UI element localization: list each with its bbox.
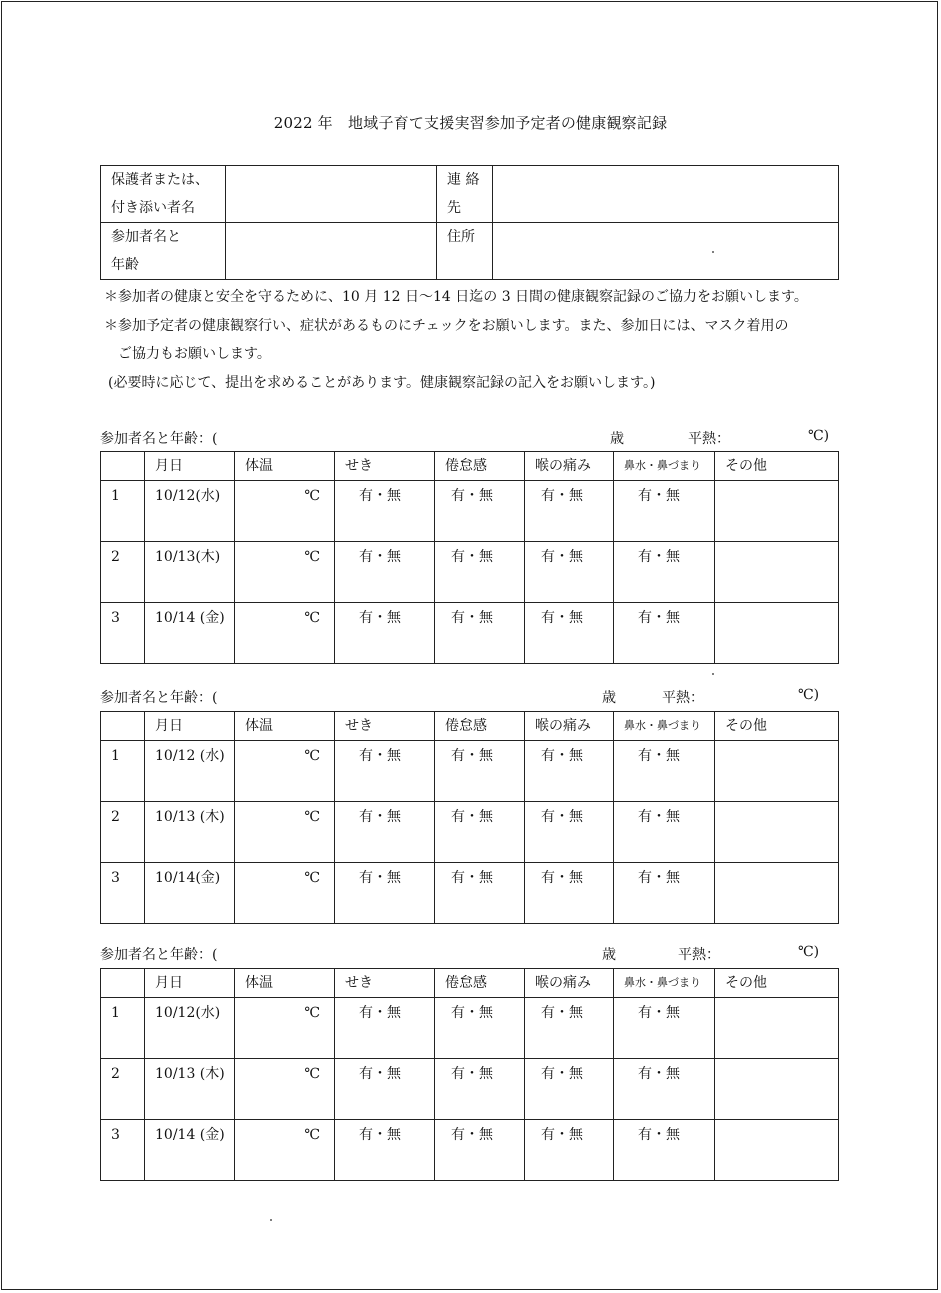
column-header	[614, 712, 715, 741]
guardian-label-line2: 付き添い者名	[111, 200, 195, 216]
yes-no-label: 有・無	[541, 610, 583, 626]
column-header	[235, 452, 335, 481]
column-header	[614, 452, 715, 481]
yes-no-label: 有・無	[359, 809, 401, 825]
column-header-label: 月日	[155, 458, 183, 474]
yes-no-choice[interactable]	[335, 998, 435, 1059]
health-record-table	[100, 968, 839, 1181]
yes-no-label: 有・無	[638, 870, 680, 886]
yes-no-label: 有・無	[541, 809, 583, 825]
column-header	[145, 712, 235, 741]
other-notes-field[interactable]	[715, 1059, 839, 1120]
participant-label-line1: 参加者名と	[111, 229, 181, 245]
column-header-label: 月日	[155, 718, 183, 734]
normal-temp-unit: ℃)	[808, 428, 830, 444]
normal-temp-unit: ℃)	[798, 687, 820, 703]
column-header	[715, 712, 839, 741]
column-header-label: 体温	[245, 718, 273, 734]
table-header-row	[101, 452, 839, 481]
yes-no-choice[interactable]	[435, 1059, 525, 1120]
column-header-label: せき	[345, 458, 373, 474]
table-header-row	[101, 969, 839, 998]
row-date: 10/13 (木)	[145, 802, 235, 863]
column-header	[145, 452, 235, 481]
yes-no-choice[interactable]	[435, 802, 525, 863]
temperature-field[interactable]: ℃	[235, 998, 335, 1059]
column-header	[715, 969, 839, 998]
row-number: 2	[101, 802, 145, 863]
other-notes-field[interactable]	[715, 802, 839, 863]
yes-no-choice[interactable]	[435, 542, 525, 603]
yes-no-choice[interactable]	[614, 863, 715, 924]
table-row	[101, 542, 839, 603]
contact-field[interactable]	[493, 166, 839, 223]
table-row	[101, 802, 839, 863]
table-row	[101, 1059, 839, 1120]
column-header	[335, 969, 435, 998]
yes-no-label: 有・無	[541, 1127, 583, 1143]
note-1: ＊参加者の健康と安全を守るために、10 月 12 日〜14 日迄の 3 日間の健康観察記録のご協力をお願いします。	[104, 289, 808, 305]
participant-name-age-label: 参加者名と年齢：(	[100, 690, 218, 706]
yes-no-choice[interactable]	[335, 481, 435, 542]
guardian-name-field[interactable]	[226, 166, 437, 223]
row-number: 2	[101, 542, 145, 603]
temperature-field[interactable]: ℃	[235, 741, 335, 802]
table-row	[101, 741, 839, 802]
yes-no-label: 有・無	[359, 610, 401, 626]
guardian-info-table	[100, 165, 839, 280]
column-header-label: 倦怠感	[445, 718, 487, 734]
column-header	[335, 712, 435, 741]
yes-no-label: 有・無	[359, 870, 401, 886]
other-notes-field[interactable]	[715, 998, 839, 1059]
yes-no-choice[interactable]	[335, 1120, 435, 1181]
yes-no-choice[interactable]	[614, 741, 715, 802]
row-date: 10/14 (金)	[145, 603, 235, 664]
participant-label	[101, 223, 226, 280]
column-header-label: せき	[345, 718, 373, 734]
row-number: 2	[101, 1059, 145, 1120]
yes-no-label: 有・無	[359, 488, 401, 504]
normal-temp-label: 平熱：	[688, 431, 730, 447]
participant-field[interactable]	[226, 223, 437, 280]
yes-no-label: 有・無	[541, 1005, 583, 1021]
age-unit: 歳	[602, 690, 616, 706]
column-header-label: 鼻水・鼻づまり	[624, 976, 701, 989]
yes-no-choice[interactable]	[435, 603, 525, 664]
column-header-label: 喉の痛み	[535, 975, 591, 991]
row-date: 10/12(水)	[145, 998, 235, 1059]
contact-label	[437, 166, 493, 223]
participant-name-age-label: 参加者名と年齢：(	[100, 431, 218, 447]
temperature-field[interactable]: ℃	[235, 863, 335, 924]
section-header	[100, 428, 840, 448]
yes-no-choice[interactable]	[614, 603, 715, 664]
column-header-label: 体温	[245, 458, 273, 474]
column-header	[335, 452, 435, 481]
yes-no-choice[interactable]	[335, 542, 435, 603]
column-header-label: 喉の痛み	[535, 458, 591, 474]
column-header-label: その他	[725, 718, 767, 734]
yes-no-choice[interactable]	[335, 603, 435, 664]
yes-no-choice[interactable]	[525, 1120, 614, 1181]
column-header-label: 倦怠感	[445, 458, 487, 474]
temperature-field[interactable]: ℃	[235, 481, 335, 542]
yes-no-choice[interactable]	[525, 1059, 614, 1120]
yes-no-choice[interactable]	[525, 998, 614, 1059]
yes-no-choice[interactable]	[525, 741, 614, 802]
column-header-label: 月日	[155, 975, 183, 991]
yes-no-label: 有・無	[451, 1066, 493, 1082]
column-header-label: 体温	[245, 975, 273, 991]
yes-no-choice[interactable]	[525, 603, 614, 664]
table-row	[101, 998, 839, 1059]
section-header	[100, 944, 840, 964]
health-record-table	[100, 451, 839, 664]
column-header-label: 倦怠感	[445, 975, 487, 991]
yes-no-label: 有・無	[451, 488, 493, 504]
yes-no-choice[interactable]	[614, 542, 715, 603]
yes-no-label: 有・無	[359, 1127, 401, 1143]
yes-no-choice[interactable]	[335, 1059, 435, 1120]
other-notes-field[interactable]	[715, 741, 839, 802]
column-header	[145, 969, 235, 998]
other-notes-field[interactable]	[715, 481, 839, 542]
yes-no-choice[interactable]	[525, 802, 614, 863]
yes-no-choice[interactable]	[614, 1059, 715, 1120]
normal-temp-label: 平熱：	[678, 947, 720, 963]
scan-speck	[712, 673, 714, 675]
address-field[interactable]	[493, 223, 839, 280]
normal-temp-unit: ℃)	[798, 944, 820, 960]
yes-no-choice[interactable]	[435, 741, 525, 802]
row-date: 10/12 (水)	[145, 741, 235, 802]
table-row	[101, 481, 839, 542]
yes-no-label: 有・無	[541, 488, 583, 504]
column-header	[101, 712, 145, 741]
yes-no-label: 有・無	[541, 1066, 583, 1082]
normal-temp-label: 平熱：	[662, 690, 704, 706]
yes-no-choice[interactable]	[435, 1120, 525, 1181]
page-title: 2022 年 地域子育て支援実習参加予定者の健康観察記録	[273, 114, 668, 132]
table-row	[101, 603, 839, 664]
participant-name-age-label: 参加者名と年齢：(	[100, 947, 218, 963]
yes-no-label: 有・無	[638, 748, 680, 764]
yes-no-choice[interactable]	[435, 481, 525, 542]
row-number: 1	[101, 998, 145, 1059]
yes-no-choice[interactable]	[435, 863, 525, 924]
note-4: (必要時に応じて、提出を求めることがあります。健康観察記録の記入をお願いします。)	[108, 375, 656, 391]
guardian-label	[101, 166, 226, 223]
table-row	[101, 1120, 839, 1181]
row-date: 10/12(水)	[145, 481, 235, 542]
temperature-field[interactable]: ℃	[235, 603, 335, 664]
column-header	[525, 452, 614, 481]
contact-label-line1: 連 絡	[447, 172, 480, 188]
other-notes-field[interactable]	[715, 863, 839, 924]
column-header	[614, 969, 715, 998]
yes-no-label: 有・無	[359, 748, 401, 764]
yes-no-label: 有・無	[638, 809, 680, 825]
yes-no-label: 有・無	[451, 610, 493, 626]
row-number: 3	[101, 603, 145, 664]
yes-no-label: 有・無	[638, 610, 680, 626]
yes-no-label: 有・無	[638, 1127, 680, 1143]
yes-no-choice[interactable]	[335, 741, 435, 802]
column-header	[235, 712, 335, 741]
column-header	[235, 969, 335, 998]
yes-no-label: 有・無	[638, 1005, 680, 1021]
column-header	[435, 712, 525, 741]
temperature-field[interactable]: ℃	[235, 802, 335, 863]
column-header	[525, 969, 614, 998]
column-header	[715, 452, 839, 481]
column-header-label: 喉の痛み	[535, 718, 591, 734]
column-header	[525, 712, 614, 741]
temperature-field[interactable]: ℃	[235, 1059, 335, 1120]
address-label: 住所	[437, 223, 493, 280]
note-3: ご協力もお願いします。	[118, 346, 271, 362]
row-number: 3	[101, 1120, 145, 1181]
yes-no-label: 有・無	[451, 549, 493, 565]
row-date: 10/14 (金)	[145, 1120, 235, 1181]
column-header	[101, 452, 145, 481]
table-header-row	[101, 712, 839, 741]
age-unit: 歳	[610, 431, 624, 447]
yes-no-label: 有・無	[541, 549, 583, 565]
yes-no-label: 有・無	[451, 1005, 493, 1021]
column-header	[101, 969, 145, 998]
yes-no-label: 有・無	[451, 809, 493, 825]
yes-no-label: 有・無	[541, 748, 583, 764]
row-date: 10/14(金)	[145, 863, 235, 924]
yes-no-label: 有・無	[359, 1066, 401, 1082]
yes-no-label: 有・無	[451, 870, 493, 886]
column-header-label: その他	[725, 458, 767, 474]
yes-no-label: 有・無	[359, 549, 401, 565]
row-number: 3	[101, 863, 145, 924]
column-header-label: 鼻水・鼻づまり	[624, 719, 701, 732]
yes-no-choice[interactable]	[614, 1120, 715, 1181]
section-header	[100, 687, 840, 707]
yes-no-label: 有・無	[359, 1005, 401, 1021]
column-header	[435, 452, 525, 481]
yes-no-label: 有・無	[541, 870, 583, 886]
scan-speck	[270, 1219, 272, 1221]
guardian-label-line1: 保護者または、	[111, 172, 209, 188]
yes-no-choice[interactable]	[335, 802, 435, 863]
row-number: 1	[101, 481, 145, 542]
yes-no-label: 有・無	[638, 549, 680, 565]
yes-no-choice[interactable]	[614, 998, 715, 1059]
yes-no-label: 有・無	[451, 748, 493, 764]
row-date: 10/13 (木)	[145, 1059, 235, 1120]
contact-label-line2: 先	[447, 200, 461, 216]
temperature-field[interactable]: ℃	[235, 1120, 335, 1181]
yes-no-choice[interactable]	[614, 802, 715, 863]
yes-no-choice[interactable]	[525, 481, 614, 542]
row-number: 1	[101, 741, 145, 802]
column-header	[435, 969, 525, 998]
participant-label-line2: 年齢	[111, 257, 139, 273]
yes-no-label: 有・無	[638, 488, 680, 504]
yes-no-label: 有・無	[451, 1127, 493, 1143]
column-header-label: せき	[345, 975, 373, 991]
other-notes-field[interactable]	[715, 603, 839, 664]
age-unit: 歳	[602, 947, 616, 963]
column-header-label: 鼻水・鼻づまり	[624, 459, 701, 472]
scan-speck	[712, 251, 714, 253]
yes-no-label: 有・無	[638, 1066, 680, 1082]
yes-no-choice[interactable]	[525, 542, 614, 603]
note-2: ＊参加予定者の健康観察行い、症状があるものにチェックをお願いします。また、参加日には、マスク着用の	[104, 318, 789, 334]
other-notes-field[interactable]	[715, 1120, 839, 1181]
yes-no-choice[interactable]	[525, 863, 614, 924]
yes-no-choice[interactable]	[435, 998, 525, 1059]
temperature-field[interactable]: ℃	[235, 542, 335, 603]
row-date: 10/13(木)	[145, 542, 235, 603]
table-row	[101, 863, 839, 924]
yes-no-choice[interactable]	[335, 863, 435, 924]
column-header-label: その他	[725, 975, 767, 991]
yes-no-choice[interactable]	[614, 481, 715, 542]
health-record-table	[100, 711, 839, 924]
other-notes-field[interactable]	[715, 542, 839, 603]
